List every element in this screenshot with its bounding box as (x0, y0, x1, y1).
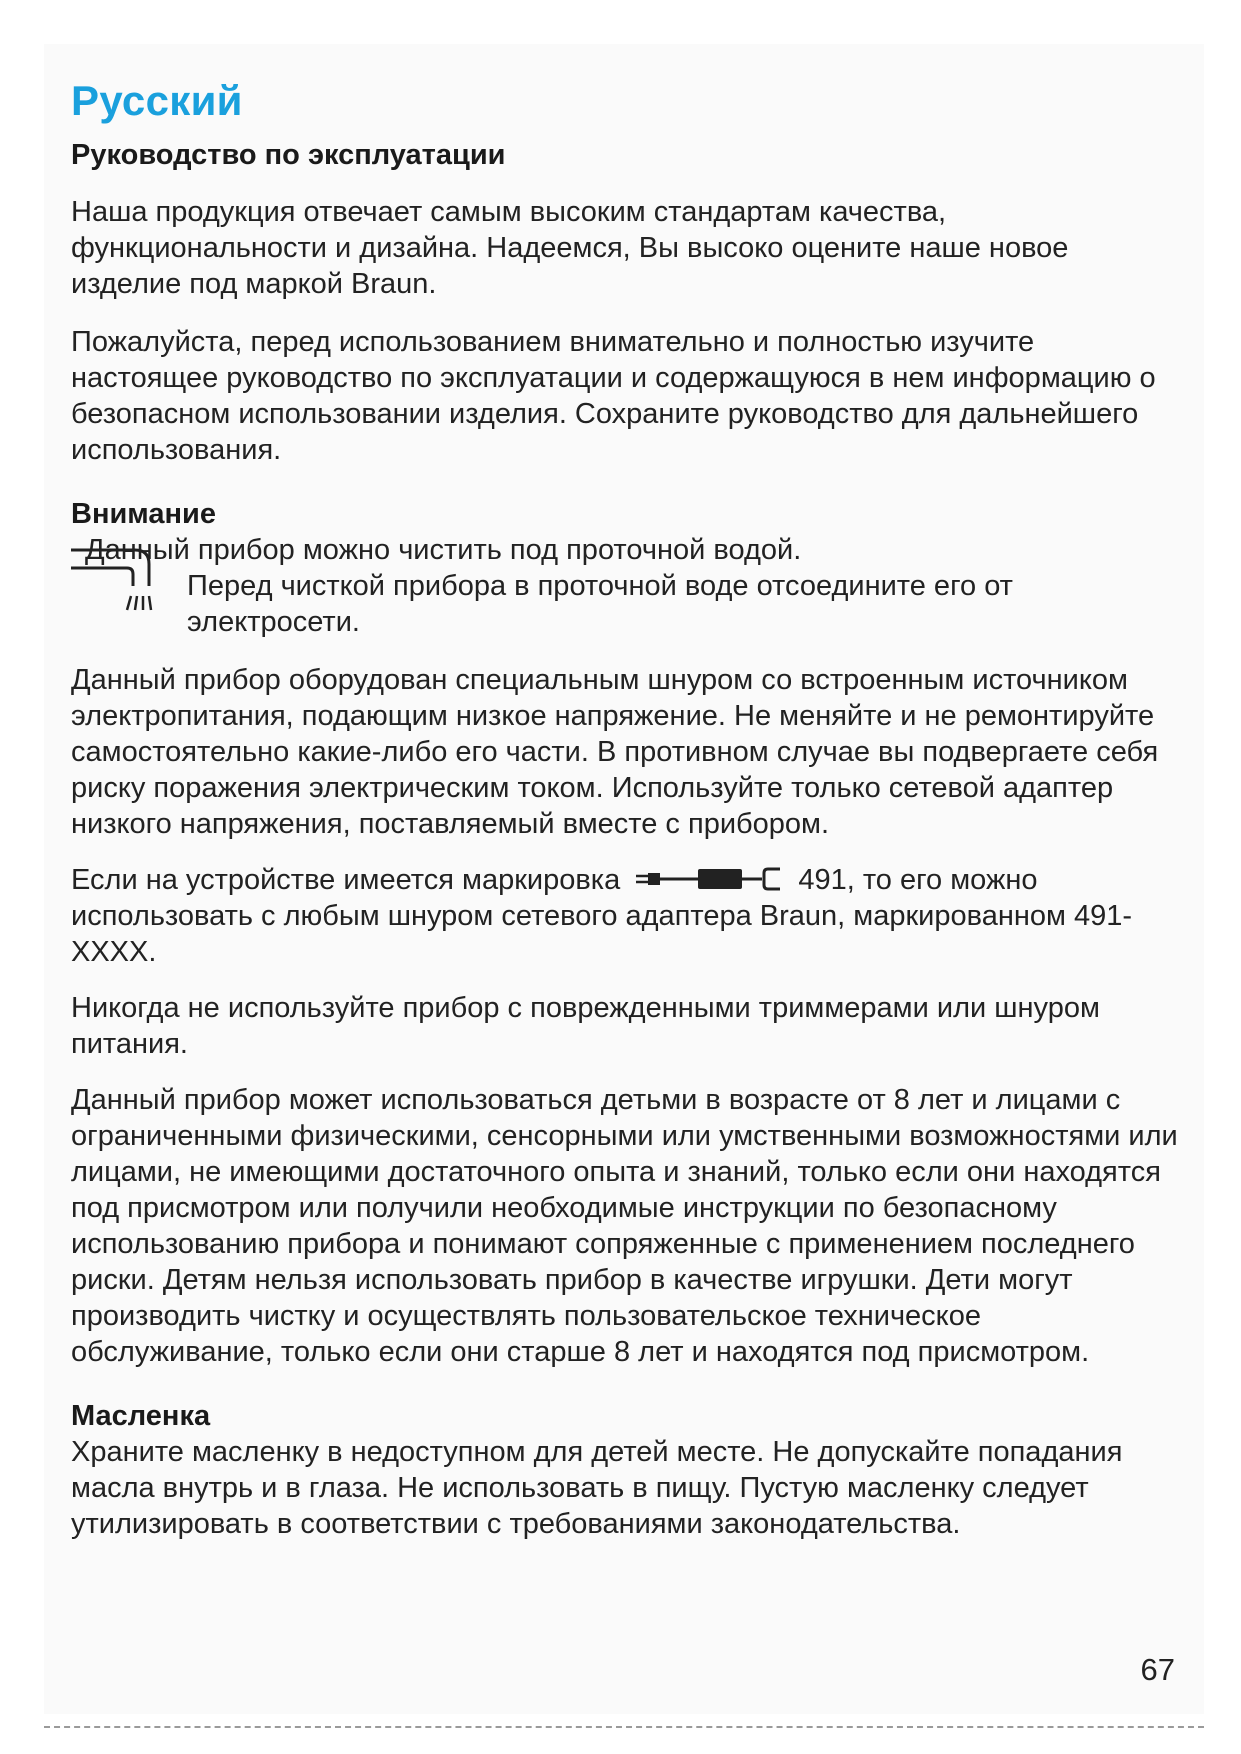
water-cleaning-warning (71, 532, 1181, 640)
children-paragraph: Данный прибор может использоваться детьми в возрасте от 8 лет и лицами с ограниченными физическими, сенсорными или умственными возможностями или лицами, не имеющими достаточного опыта и знаний, только если они находятся под присмотром или получили необходимые инструкции по безопасному использованию прибора и понимают сопряженные с применением последнего риски. Детям нельзя использовать прибор в качестве игрушки. Дети могут производить чистку и осуществлять пользовательское техническое обслуживание, только если они старше 8 лет и находятся под присмотром. (71, 1084, 1178, 1368)
warning-line-1: Данный прибор можно чистить под проточной водой. (85, 534, 802, 566)
document-body (71, 72, 1181, 1542)
page-number: 67 (1140, 1652, 1175, 1687)
power-adapter-icon (634, 864, 784, 894)
oiler-heading: Масленка (71, 1400, 211, 1432)
damaged-parts-paragraph: Никогда не используйте прибор с поврежденными триммерами или шнуром питания. (71, 992, 1100, 1060)
marking-text-after: 491, то его можно использовать с любым шнуром сетевого адаптера Braun, маркированном 491-XXXX. (71, 864, 1133, 968)
warning-heading: Внимание (71, 498, 216, 530)
warning-line-2: Перед чисткой прибора в проточной воде отсоедините его от электросети. (187, 570, 1013, 638)
running-water-icon (69, 540, 165, 614)
marking-text-before: Если на устройстве имеется маркировка (71, 864, 621, 896)
language-title: Русский (71, 77, 243, 124)
marking-paragraph (71, 862, 1181, 970)
intro-paragraph-1: Наша продукция отвечает самым высоким стандартам качества, функциональности и дизайна. Надеемся, Вы высоко оцените наше новое изделие под маркой Braun. (71, 196, 1069, 300)
power-supply-paragraph: Данный прибор оборудован специальным шнуром со встроенным источником электропитания, подающим низкое напряжение. Не меняйте и не ремонтируйте самостоятельно какие-либо его части. В противном случае вы подвергаете себя риску поражения электрическим током. Используйте только сетевой адаптер низкого напряжения, поставляемый вместе с прибором. (71, 664, 1159, 840)
oiler-paragraph: Храните масленку в недоступном для детей месте. Не допускайте попадания масла внутрь и в глаза. Не использовать в пищу. Пустую масленку следует утилизировать в соответствии с требованиями законодательства. (71, 1436, 1123, 1540)
bottom-divider (44, 1726, 1204, 1728)
manual-subtitle: Руководство по эксплуатации (71, 139, 506, 171)
intro-paragraph-2: Пожалуйста, перед использованием внимательно и полностью изучите настоящее руководство по эксплуатации и содержащуюся в нем информацию о безопасном использовании изделия. Сохраните руководство для дальнейшего использования. (71, 326, 1156, 466)
